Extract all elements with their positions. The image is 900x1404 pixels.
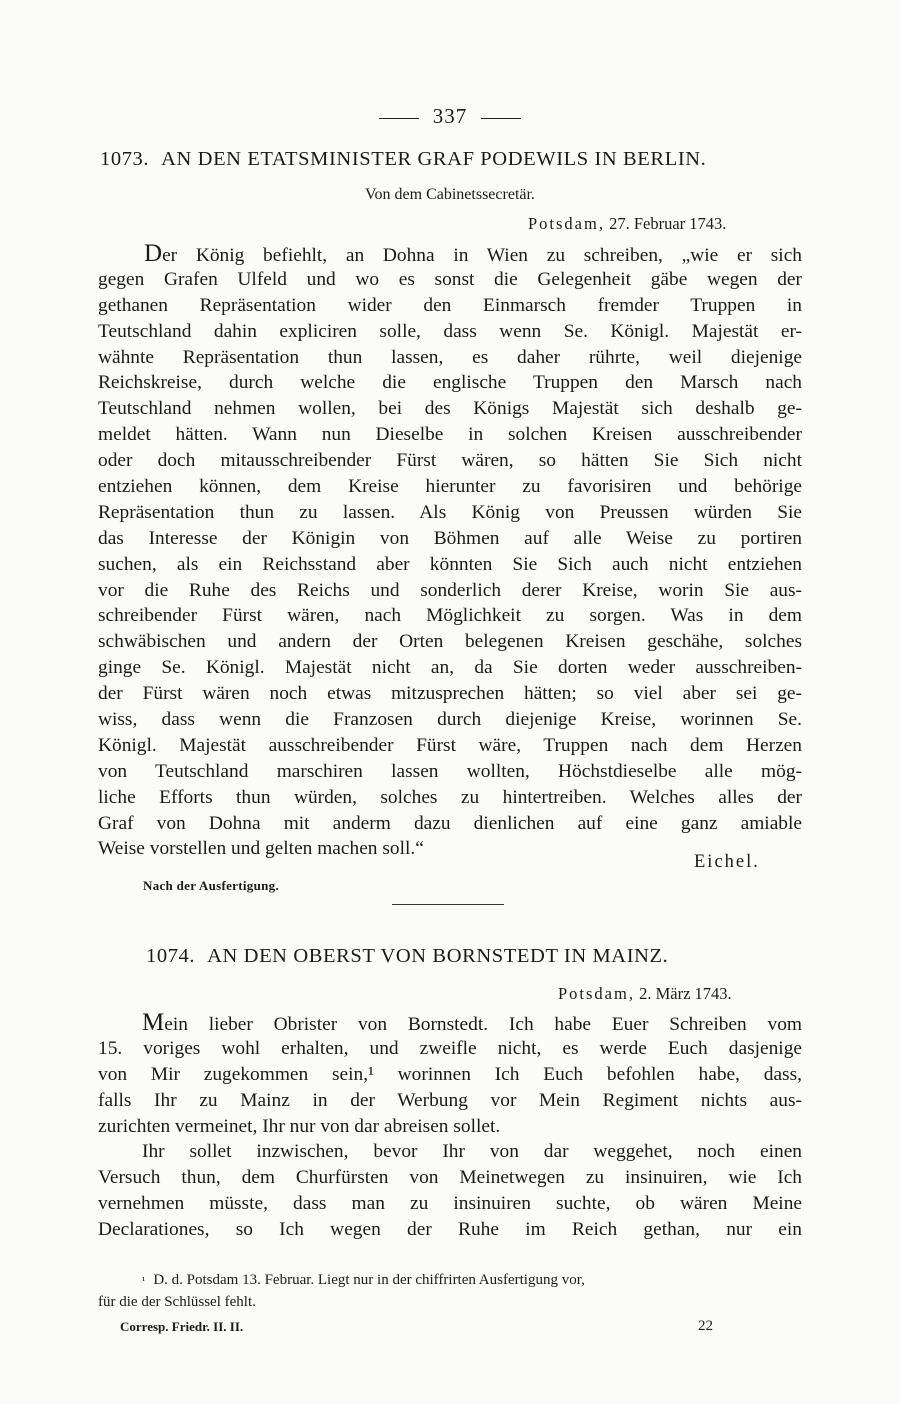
letter-1073-line [98,759,802,785]
letter-1074-para2-line [98,1191,802,1217]
letter-1073-line [98,578,802,604]
letter-1073-line [98,293,802,319]
letter-1073-line-initial: D [144,240,163,267]
letter-1074-para1-line [98,1062,802,1088]
letter-1073-line [98,655,802,681]
footnote-marker: ¹ [142,1275,146,1287]
letter-1073-line [98,733,802,759]
letter-1074-para2-line-text: Ihr sollet inzwischen, bevor Ihr von dar weggehet, noch einen [142,1141,802,1163]
letter-1074-para1-line-text: ein lieber Obrister von Bornstedt. Ich habe Euer Schreiben vom [164,1014,802,1035]
letter-1073-line [98,500,802,526]
letter-1073-line-text: er König befiehlt, an Dohna in Wien zu schreiben, „wie er sich [162,245,802,266]
letter-1073-line [98,811,802,837]
page-number-text: 337 [432,104,468,128]
letter-1073-signature: Eichel. [694,852,760,872]
letter-1073-line-text: der Fürst wären noch etwas mitzusprechen hätten; so viel aber sei ge- [98,683,802,705]
letter-1074-place-date [558,984,732,1004]
letter-1073-line-text: suchen, als ein Reichsstand aber könnten Sie Sich auch nicht entziehen [98,553,802,575]
footnote-separator [98,1258,804,1259]
letter-1073-place: Potsdam, [528,214,605,233]
letter-1073-line [98,474,802,500]
letter-1073-line-text: von Teutschland marschiren lassen wollten, Höchstdieselbe alle mög- [98,760,802,782]
letter-1073-line [98,396,802,422]
letter-1073-line-text: das Interesse der Königin von Böhmen auf alle Weise zu portiren [98,527,802,549]
letter-1074-para1-line [98,1088,802,1114]
letter-1073-line [98,707,802,733]
letter-1073-line-text: Teutschland dahin expliciren solle, dass wenn Se. Königl. Majestät er- [98,320,802,342]
letter-1074-para2-line-text: Declarationes, so Ich wegen der Ruhe im Reich gethan, nur ein [98,1219,802,1241]
letter-1073-line-text: gethanen Repräsentation wider den Einmarsch fremder Truppen in [98,294,802,316]
footnote-text-1: D. d. Potsdam 13. Februar. Liegt nur in der chiffrirten Ausfertigung vor, [153,1272,585,1288]
letter-1073-line-text: schreibender Fürst wären, nach Möglichkeit zu sorgen. Was in dem [98,605,802,627]
letter-1073-title: AN DEN ETATSMINISTER GRAF PODEWILS IN BERLIN. [161,148,707,170]
letter-1074-place: Potsdam, [558,984,635,1003]
letter-1074-para2-line-text: vernehmen müsste, dass man zu insinuiren suchte, ob wären Meine [98,1193,802,1215]
letter-1074-body [98,1010,802,1243]
footnote [98,1270,804,1313]
letter-1073-source-note: Nach der Ausfertigung. [143,878,280,893]
page-number [0,104,900,129]
letter-1073-line-text: wiss, dass wenn die Franzosen durch diejenige Kreise, worinnen Se. [98,709,802,731]
letter-1073-line [98,681,802,707]
letter-1073-heading [100,148,820,171]
footer-sheet-number: 22 [698,1318,713,1334]
letter-1073-line [98,241,802,267]
letter-1073-line-text: Repräsentation thun zu lassen. Als König von Preussen würden Sie [98,501,802,523]
letter-1073-place-date [528,214,726,234]
letter-1073-line-text: schwäbischen und andern der Orten belegenen Kreisen geschähe, solches [98,631,802,653]
letter-1073-line [98,552,802,578]
letter-1074-para2-line [98,1165,802,1191]
letter-1073-line [98,319,802,345]
letter-1073-number: 1073. [100,148,150,170]
letter-1073-line [98,603,802,629]
letter-1073-line [98,448,802,474]
letter-1074-heading [146,945,866,968]
letter-1074-para1-line-text: zurichten vermeinet, Ihr nur von dar abreisen sollet. [98,1115,501,1137]
footer-signature-mark: Corresp. Friedr. II. II. [120,1319,244,1334]
letter-1074-para1-line [98,1114,802,1140]
section-divider [392,904,504,905]
letter-1073-line-text: Teutschland nehmen wollen, bei des Königs Majestät sich deshalb ge- [98,398,802,420]
letter-1073-sender: Von dem Cabinetssecretär. [365,186,535,203]
letter-1073-line-text: Königl. Majestät ausschreibender Fürst wäre, Truppen nach dem Herzen [98,734,802,756]
letter-1074-para1-line [98,1036,802,1062]
letter-1074-para2-line-text: Versuch thun, dem Churfürsten von Meinetwegen zu insinuiren, wie Ich [98,1167,802,1189]
letter-1073-line-text: meldet hätten. Wann nun Dieselbe in solchen Kreisen ausschreibender [98,424,802,446]
letter-1074-para2-line [98,1217,802,1243]
letter-1073-body [98,241,802,862]
letter-1073-line [98,267,802,293]
letter-1074-para1-line-text: von Mir zugekommen sein,¹ worinnen Ich Euch befohlen habe, dass, [98,1063,802,1085]
footnote-line-1 [98,1270,804,1292]
letter-1073-line-text: vor die Ruhe des Reichs und sonderlich derer Kreise, worin Sie aus- [98,579,802,601]
page-number-dash-right [481,118,521,119]
letter-1074-number: 1074. [146,945,196,967]
letter-1074-title: AN DEN OBERST VON BORNSTEDT IN MAINZ. [207,945,669,967]
letter-1073-line-text: entziehen können, dem Kreise hierunter zu favorisiren und behörige [98,476,802,498]
footnote-line-2: für die der Schlüssel fehlt. [98,1294,256,1310]
letter-1073-date: 27. Februar 1743. [609,214,727,233]
letter-1074-para1-line-text: falls Ihr zu Mainz in der Werbung vor Mein Regiment nichts aus- [98,1089,802,1111]
letter-1073-line-text: wähnte Repräsentation thun lassen, es daher rührte, weil diejenige [98,346,802,368]
letter-1073-line [98,345,802,371]
letter-1073-line [98,526,802,552]
letter-1073-line [98,370,802,396]
letter-1073-line-text: gegen Grafen Ulfeld und wo es sonst die Gelegenheit gäbe wegen der [98,268,802,290]
letter-1073-line-text: Weise vorstellen und gelten machen soll.“ [98,838,424,860]
letter-1073-line-text: oder doch mitausschreibender Fürst wären, so hätten Sie Sich nicht [98,450,802,472]
letter-1074-para1-line-text: 15. voriges wohl erhalten, und zweifle nicht, es werde Euch dasjenige [98,1037,802,1059]
letter-1073-line-text: Graf von Dohna mit anderm dazu dienlichen auf eine ganz amiable [98,812,802,834]
letter-1073-line [98,422,802,448]
letter-1073-line-text: Reichskreise, durch welche die englische Truppen den Marsch nach [98,372,802,394]
letter-1074-para1-line [98,1010,802,1036]
letter-1073-line-text: liche Efforts thun würden, solches zu hintertreiben. Welches alles der [98,786,802,808]
letter-1073-line [98,785,802,811]
letter-1073-line-text: ginge Se. Königl. Majestät nicht an, da Sie dorten weder ausschreiben- [98,657,802,679]
page-number-dash-left [379,118,419,119]
letter-1074-para2-line [98,1139,802,1165]
letter-1074-para1-line-initial: M [142,1009,165,1036]
letter-1073-line [98,629,802,655]
letter-1074-date: 2. März 1743. [639,984,732,1003]
